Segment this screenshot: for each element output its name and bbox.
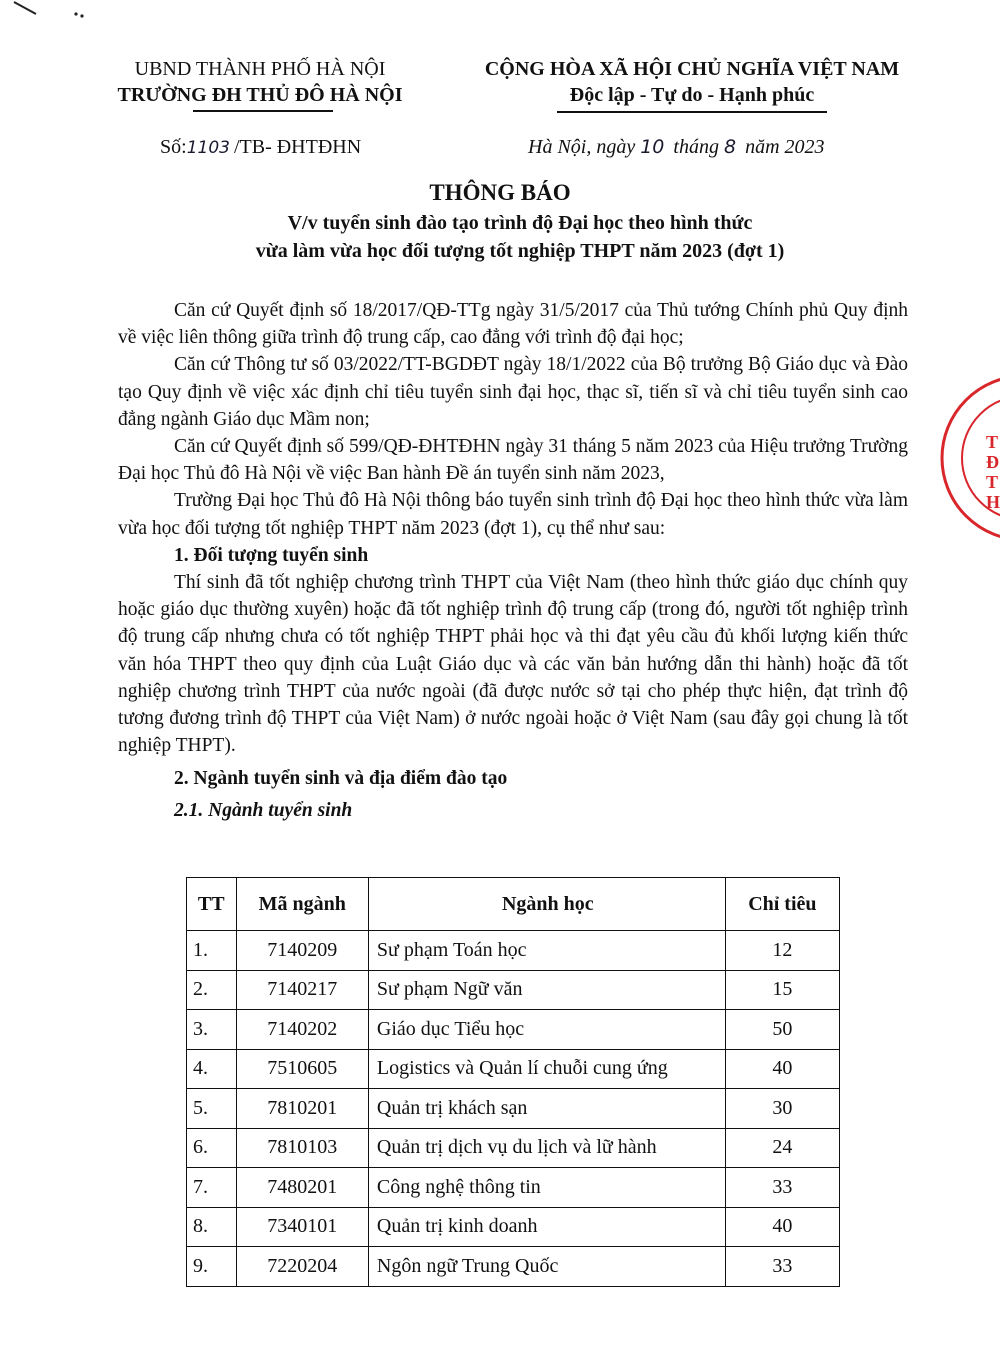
section-1-heading: 1. Đối tượng tuyển sinh	[174, 544, 369, 566]
org-parent: UBND THÀNH PHỐ HÀ NỘI	[134, 58, 386, 80]
table-row	[187, 931, 840, 971]
row-index: 1.	[187, 931, 237, 971]
notice-title: THÔNG BÁO	[429, 180, 571, 205]
row-quota: 33	[725, 1247, 839, 1287]
section-1-text: Thí sinh đã tốt nghiệp chương trình THPT của Việt Nam (theo hình thức giáo dục chính quy hoặc giáo dục thường xuyên) hoặc đã tốt nghiệp trình độ trung cấp (trong đó, người tốt nghiệp trình độ trung cấp nhưng chưa có tốt nghiệp THPT phải học và thi đạt yêu cầu đủ khối lượng kiến thức văn hóa THPT theo quy định của Luật Giáo dục và các văn bản hướng dẫn thi hành) hoặc đã tốt nghiệp chương trình THPT của nước ngoài (đã được nước sở tại cho phép thực hiện, đạt trình độ tương đương trình độ THPT của Việt Nam) ở nước ngoài hoặc ở Việt Nam (sau đây gọi chung là tốt nghiệp THPT).	[118, 572, 908, 757]
row-index: 5.	[187, 1089, 237, 1129]
date-mid: tháng	[673, 136, 719, 158]
org-name: TRƯỜNG ĐH THỦ ĐÔ HÀ NỘI	[117, 84, 403, 106]
section-2-heading: 2. Ngành tuyển sinh và địa điểm đào tạo	[174, 768, 508, 790]
date-day: 10	[640, 136, 665, 158]
national-motto: Độc lập - Tự do - Hạnh phúc	[569, 84, 815, 106]
row-quota: 12	[725, 931, 839, 971]
row-index: 8.	[187, 1207, 237, 1247]
table-row	[187, 1128, 840, 1168]
notice-subject-line1: V/v tuyển sinh đào tạo trình độ Đại học theo hình thức	[287, 212, 753, 234]
table-row	[187, 1049, 840, 1089]
row-major: Ngôn ngữ Trung Quốc	[368, 1247, 725, 1287]
svg-text:T: T	[986, 472, 999, 492]
row-code: 7140217	[236, 970, 368, 1010]
row-index: 3.	[187, 1010, 237, 1050]
svg-text:T: T	[986, 432, 999, 452]
row-quota: 24	[725, 1128, 839, 1168]
table-row	[187, 970, 840, 1010]
row-major: Sư phạm Toán học	[368, 931, 725, 971]
date-prefix: Hà Nội, ngày	[528, 136, 636, 158]
legal-basis-3: Căn cứ Quyết định số 599/QĐ-ĐHTĐHN ngày 31 tháng 5 năm 2023 của Hiệu trưởng Trường Đại học Thủ đô Hà Nội về việc Ban hành Đề án tuyển sinh năm 2023,	[118, 436, 908, 485]
row-major: Giáo dục Tiểu học	[368, 1010, 725, 1050]
row-index: 6.	[187, 1128, 237, 1168]
row-code: 7220204	[236, 1247, 368, 1287]
svg-text:H: H	[986, 492, 1000, 512]
majors-table	[186, 877, 840, 1287]
row-major: Quản trị khách sạn	[368, 1089, 725, 1129]
col-major: Ngành học	[368, 878, 725, 931]
legal-basis-1: Căn cứ Quyết định số 18/2017/QĐ-TTg ngày 31/5/2017 của Thủ tướng Chính phủ Quy định về việc liên thông giữa trình độ trung cấp, cao đẳng với trình độ đại học;	[118, 300, 908, 349]
date-suffix: năm 2023	[745, 136, 825, 158]
col-tt: TT	[187, 878, 237, 931]
row-quota: 40	[725, 1049, 839, 1089]
row-major: Quản trị kinh doanh	[368, 1207, 725, 1247]
table-header-row	[187, 878, 840, 931]
row-index: 2.	[187, 970, 237, 1010]
seal-icon	[932, 368, 1000, 548]
row-code: 7140209	[236, 931, 368, 971]
row-major: Logistics và Quản lí chuỗi cung ứng	[368, 1049, 725, 1089]
row-code: 7510605	[236, 1049, 368, 1089]
number-suffix: /TB- ĐHTĐHN	[233, 136, 362, 158]
row-index: 7.	[187, 1168, 237, 1208]
number-handwritten: 1103	[186, 138, 230, 158]
national-title: CỘNG HÒA XÃ HỘI CHỦ NGHĨA VIỆT NAM	[484, 58, 900, 80]
document-number	[160, 136, 361, 159]
table-row	[187, 1247, 840, 1287]
row-code: 7340101	[236, 1207, 368, 1247]
row-major: Sư phạm Ngữ văn	[368, 970, 725, 1010]
corner-marks	[12, 0, 92, 27]
pen-stroke-icon	[12, 0, 92, 22]
row-index: 4.	[187, 1049, 237, 1089]
org-underline	[193, 110, 333, 112]
announcement-intro: Trường Đại học Thủ đô Hà Nội thông báo tuyển sinh trình độ Đại học theo hình thức vừa làm vừa học đối tượng tốt nghiệp THPT năm 2023 (đợt 1), cụ thể như sau:	[118, 490, 908, 539]
body-text	[118, 297, 908, 824]
motto-underline	[557, 111, 827, 113]
table-row	[187, 1089, 840, 1129]
row-code: 7140202	[236, 1010, 368, 1050]
row-index: 9.	[187, 1247, 237, 1287]
row-major: Quản trị dịch vụ du lịch và lữ hành	[368, 1128, 725, 1168]
row-quota: 30	[725, 1089, 839, 1129]
col-code: Mã ngành	[236, 878, 368, 931]
row-major: Công nghệ thông tin	[368, 1168, 725, 1208]
row-quota: 15	[725, 970, 839, 1010]
document-date	[528, 136, 825, 159]
row-code: 7480201	[236, 1168, 368, 1208]
table-row	[187, 1168, 840, 1208]
legal-basis-2: Căn cứ Thông tư số 03/2022/TT-BGDĐT ngày 18/1/2022 của Bộ trưởng Bộ Giáo dục và Đào tạo Quy định về việc xác định chỉ tiêu tuyển sinh đại học, thạc sĩ, tiến sĩ và chỉ tiêu tuyển sinh cao đẳng ngành Giáo dục Mầm non;	[118, 354, 908, 430]
row-code: 7810103	[236, 1128, 368, 1168]
row-quota: 40	[725, 1207, 839, 1247]
col-quota: Chỉ tiêu	[725, 878, 839, 931]
table-row	[187, 1207, 840, 1247]
table-row	[187, 1010, 840, 1050]
official-seal	[932, 368, 1000, 548]
row-quota: 33	[725, 1168, 839, 1208]
row-code: 7810201	[236, 1089, 368, 1129]
row-quota: 50	[725, 1010, 839, 1050]
date-month: 8	[723, 136, 737, 158]
section-2-1-heading: 2.1. Ngành tuyển sinh	[174, 799, 353, 821]
notice-subject-line2: vừa làm vừa học đối tượng tốt nghiệp THPT năm 2023 (đợt 1)	[255, 240, 785, 262]
number-prefix: Số:	[160, 136, 187, 158]
svg-text:Đ: Đ	[986, 452, 999, 472]
